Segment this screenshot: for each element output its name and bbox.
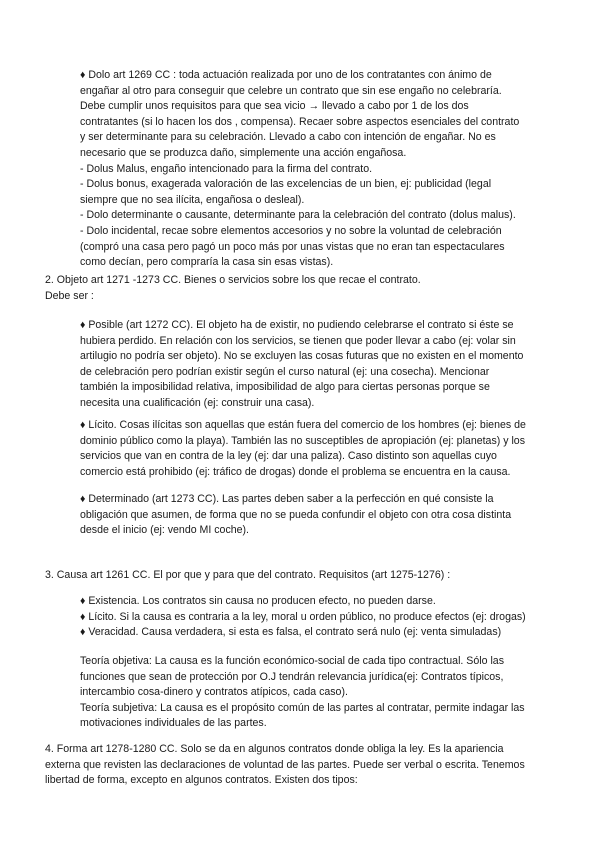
text-line: ♦ Dolo art 1269 CC : toda actuación realizada por uno de los contratantes con ánimo de [80,69,492,81]
text-line: servicios que van en contra de la ley (ej: dar una paliza). Caso distinto son aquellas cuyo [80,450,497,463]
section-heading: 2. Objeto art 1271 -1273 CC. Bienes o servicios sobre los que recae el contrato. [45,274,421,286]
text-line: necesita una cualificación (ej: construir una casa). [80,396,315,409]
text-line: (compró una casa pero pagó un poco más por unas vistas que no eran tan espectaculares [80,240,505,253]
determinado-paragraph [80,492,560,539]
text-line: engañar al otro para conseguir que celebre un contrato que sin ese engaño no celebraría. [80,84,502,97]
list-item: ♦ Veracidad. Causa verdadera, si esta es falsa, el contrato será nulo (ej: venta simuladas) [80,626,502,639]
text-line: de celebración pero podrían existir según el curso natural (ej: una cosecha). Mencionar [80,365,490,378]
text-line: necesario que se produzca daño, simplemente una acción engañosa. [80,146,407,159]
text-line: ♦ Lícito. Cosas ilícitas son aquellas que están fuera del comercio de los hombres (ej: bienes de [80,419,526,431]
forma-paragraph [45,742,565,789]
causa-section-heading [45,568,565,584]
text-line: - Dolo determinante o causante, determinante para la celebración del contrato (dolus malus). [80,209,516,222]
text-line: - Dolus Malus, engaño intencionado para la firma del contrato. [80,162,373,175]
objeto-section-heading [45,273,565,304]
text-line: motivaciones individuales de las partes. [80,717,267,730]
text-line: también la imposibilidad relativa, imposibilidad de algo para ciertas personas porque se [80,381,490,394]
text-line: artilugio no podría ser objeto). No se excluyen las cosas futuras que no existen en el momento [80,350,524,363]
text-line: funciones que sean de protección por O.J tendrán relevancia jurídica(ej: Contratos típicos, [80,670,504,683]
list-item: ♦ Lícito. Si la causa es contraria a la ley, moral u orden público, no produce efectos (ej: drogas) [80,610,526,623]
text-line: intercambio cosa-dinero y contratos atípicos, cada caso). [80,686,348,699]
text-line: Teoría objetiva: La causa es la función económico-social de cada tipo contractual. Sólo las [80,655,504,667]
text-line: comercio está prohibido (ej: tráfico de drogas) donde el problema se encuentra en la causa. [80,465,511,478]
text-line: ♦ Posible (art 1272 CC). El objeto ha de existir, no pudiendo celebrarse el contrato si éste se [80,319,514,331]
debe-ser-label: Debe ser : [45,289,94,302]
text-line: siempre que no sea ilícita, engañosa o desleal). [80,193,305,206]
text-line: dominio público como la playa). También las no susceptibles de apropiación (ej: planetas) y los [80,434,525,447]
section-heading: 3. Causa art 1261 CC. El por que y para que del contrato. Requisitos (art 1275-1276) : [45,569,451,581]
text-line: como decían, pero compraría la casa sin esas vistas). [80,256,334,269]
teorias-paragraph [80,654,560,732]
licito-paragraph [80,418,560,480]
text-line: libertad de forma, excepto en algunos contratos. Existen dos tipos: [45,774,358,787]
text-line: - Dolus bonus, exagerada valoración de las excelencias de un bien, ej: publicidad (legal [80,178,492,191]
text-line: y ser determinante para su celebración. Llevado a cabo con intención de engañar. No es [80,131,496,144]
text-line: hubiera perdido. En relación con los servicios, se tienen que poder llevar a cabo (ej: volar sin [80,334,516,347]
text-line: Debe cumplir unos requisitos para que sea vicio → llevado a cabo por 1 de los dos [80,100,469,113]
text-line: contratantes (si lo hacen los dos , compensa). Recaer sobre aspectos esenciales del contrato [80,115,520,128]
dolo-paragraph [80,68,560,271]
text-line: Teoría subjetiva: La causa es el propósito común de las partes al contratar, permite indagar las [80,701,525,714]
causa-requisitos-list [80,594,560,641]
text-line: desde el inicio (ej: vendo MI coche). [80,524,249,537]
text-line: externa que revisten las declaraciones de voluntad de las partes. Puede ser verbal o escrita. Tenemos [45,758,525,771]
text-line: - Dolo incidental, recae sobre elementos accesorios y no sobre la voluntad de celebración [80,224,502,237]
section-heading: 4. Forma art 1278-1280 CC. Solo se da en algunos contratos donde obliga la ley. Es la apariencia [45,743,504,755]
text-line: obligación que asumen, de forma que no se pueda confundir el objeto con otra cosa distinta [80,508,512,521]
text-line: ♦ Determinado (art 1273 CC). Las partes deben saber a la perfección en qué consiste la [80,493,494,505]
posible-paragraph [80,318,560,412]
list-item: ♦ Existencia. Los contratos sin causa no producen efecto, no pueden darse. [80,595,436,607]
